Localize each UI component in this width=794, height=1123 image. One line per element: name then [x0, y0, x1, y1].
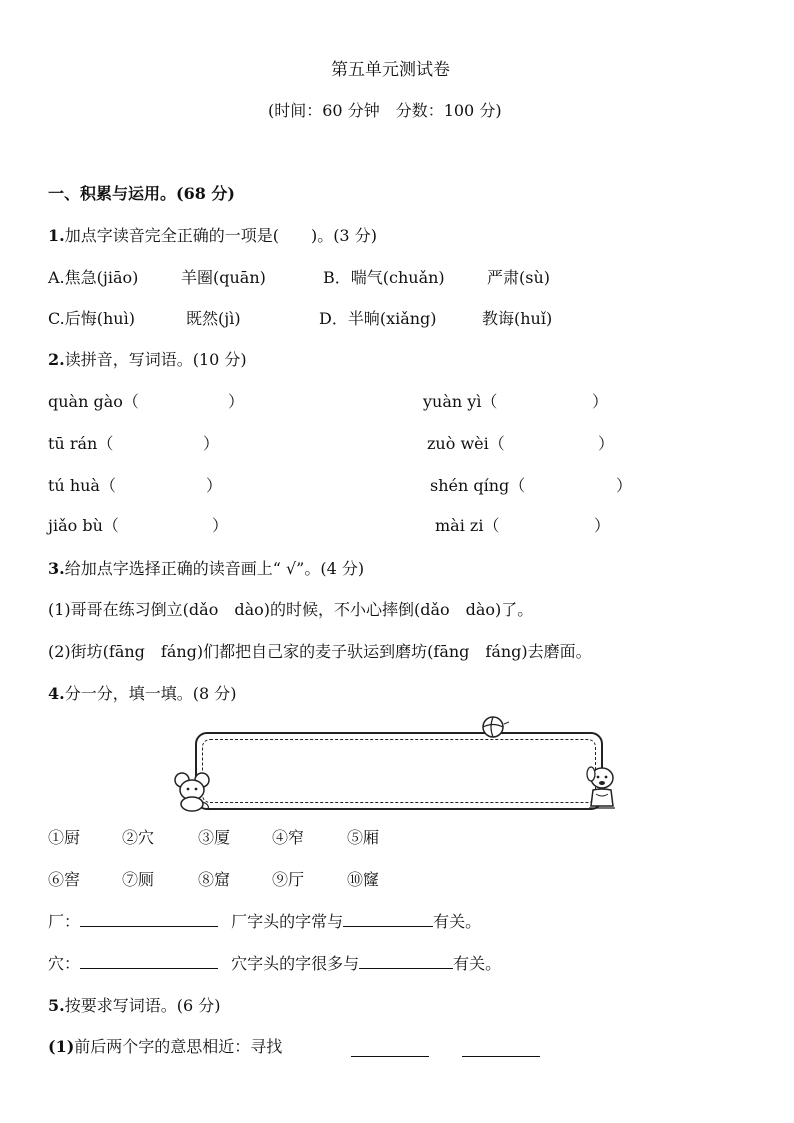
dog-cartoon-icon: [584, 764, 620, 812]
question-3: [48, 559, 364, 579]
option-d-2: 教诲(huǐ): [482, 309, 553, 328]
question-number: 1.: [48, 226, 65, 245]
question-number: 4.: [48, 684, 65, 703]
char-item: ③厦: [198, 828, 231, 847]
char-item: ②穴: [122, 828, 155, 847]
fill-text: 厂字头的字常与: [231, 912, 344, 931]
option-a: A.焦急(jiāo): [48, 268, 139, 287]
pinyin-item: shén qíng（: [430, 476, 526, 495]
paren-close: ）: [228, 392, 245, 411]
option-a-2: 羊圈(quān): [181, 268, 266, 287]
char-item: ⑤厢: [347, 828, 380, 847]
char-item: ⑨厅: [272, 870, 305, 889]
pinyin-item: jiǎo bù（: [48, 516, 119, 535]
question-5-sentence-1: [48, 1037, 282, 1057]
paren-close: ）: [203, 434, 220, 453]
pinyin-item: mài zi（: [435, 516, 500, 535]
pinyin-item: tū rán（: [48, 434, 114, 453]
fill-label: 穴：: [48, 954, 81, 973]
fill-blank[interactable]: [359, 954, 453, 969]
char-item: ④窄: [272, 828, 305, 847]
sub-number: (1): [48, 1037, 75, 1056]
question-stem: 读拼音，写词语。(10 分): [64, 350, 247, 369]
paren-close: ）: [212, 516, 229, 535]
mouse-cartoon-icon: [172, 770, 216, 812]
question-number: 3.: [48, 559, 65, 578]
fill-blank[interactable]: [80, 912, 218, 927]
pinyin-item: yuàn yì（: [423, 392, 498, 411]
answer-frame-inner: [202, 739, 596, 803]
fill-label: 厂：: [48, 912, 81, 931]
fill-row-1: [48, 912, 481, 932]
fill-row-2: [48, 954, 501, 974]
sub-text: 前后两个字的意思相近：寻找: [74, 1037, 283, 1056]
char-item: ⑩窿: [347, 870, 380, 889]
question-1: [48, 226, 377, 246]
paren-close: ）: [594, 516, 611, 535]
pinyin-item: quàn gào（: [48, 392, 139, 411]
fill-text: 有关。: [453, 954, 502, 973]
option-d: D．半晌(xiǎng): [319, 309, 437, 328]
question-5: [48, 996, 220, 1016]
option-c-2: 既然(jì): [186, 309, 241, 328]
question-number: 2.: [48, 350, 65, 369]
fill-blank[interactable]: [343, 912, 433, 927]
page-subtitle: (时间：60 分钟 分数：100 分): [268, 101, 502, 120]
page-title: 第五单元测试卷: [331, 60, 450, 80]
option-b-2: 严肃(sù): [487, 268, 551, 287]
paren-close: ）: [592, 392, 609, 411]
char-item: ①厨: [48, 828, 81, 847]
question-stem: 分一分，填一填。(8 分): [64, 684, 237, 703]
paren-close: ）: [206, 476, 223, 495]
question-stem: 加点字读音完全正确的一项是( )。(3 分): [64, 226, 377, 245]
question-2: [48, 350, 247, 370]
question-3-sentence-2: (2)街坊(fāng fáng)们都把自己家的麦子驮运到磨坊(fāng fáng)去磨面。: [48, 642, 592, 661]
fill-text: 穴字头的字很多与: [231, 954, 360, 973]
char-item: ⑧窟: [198, 870, 231, 889]
question-stem: 给加点字选择正确的读音画上“ √”。(4 分): [64, 559, 365, 578]
answer-blank[interactable]: [462, 1042, 540, 1057]
option-b: B．喘气(chuǎn): [323, 268, 445, 287]
question-3-sentence-1: (1)哥哥在练习倒立(dǎo dào)的时候，不小心摔倒(dǎo dào)了。: [48, 600, 534, 619]
answer-blank[interactable]: [351, 1042, 429, 1057]
fill-blank[interactable]: [80, 954, 218, 969]
question-4: [48, 684, 236, 704]
paren-close: ）: [616, 476, 633, 495]
paren-close: ）: [598, 434, 615, 453]
question-stem: 按要求写词语。(6 分): [64, 996, 221, 1015]
section-heading: 一、积累与运用。(68 分): [48, 184, 235, 203]
pinyin-item: zuò wèi（: [427, 434, 505, 453]
char-item: ⑥窖: [48, 870, 81, 889]
option-c: C.后悔(huì): [48, 309, 135, 328]
question-number: 5.: [48, 996, 65, 1015]
fill-text: 有关。: [433, 912, 482, 931]
char-item: ⑦厕: [122, 870, 155, 889]
pinyin-item: tú huà（: [48, 476, 116, 495]
ball-icon: [480, 714, 510, 740]
